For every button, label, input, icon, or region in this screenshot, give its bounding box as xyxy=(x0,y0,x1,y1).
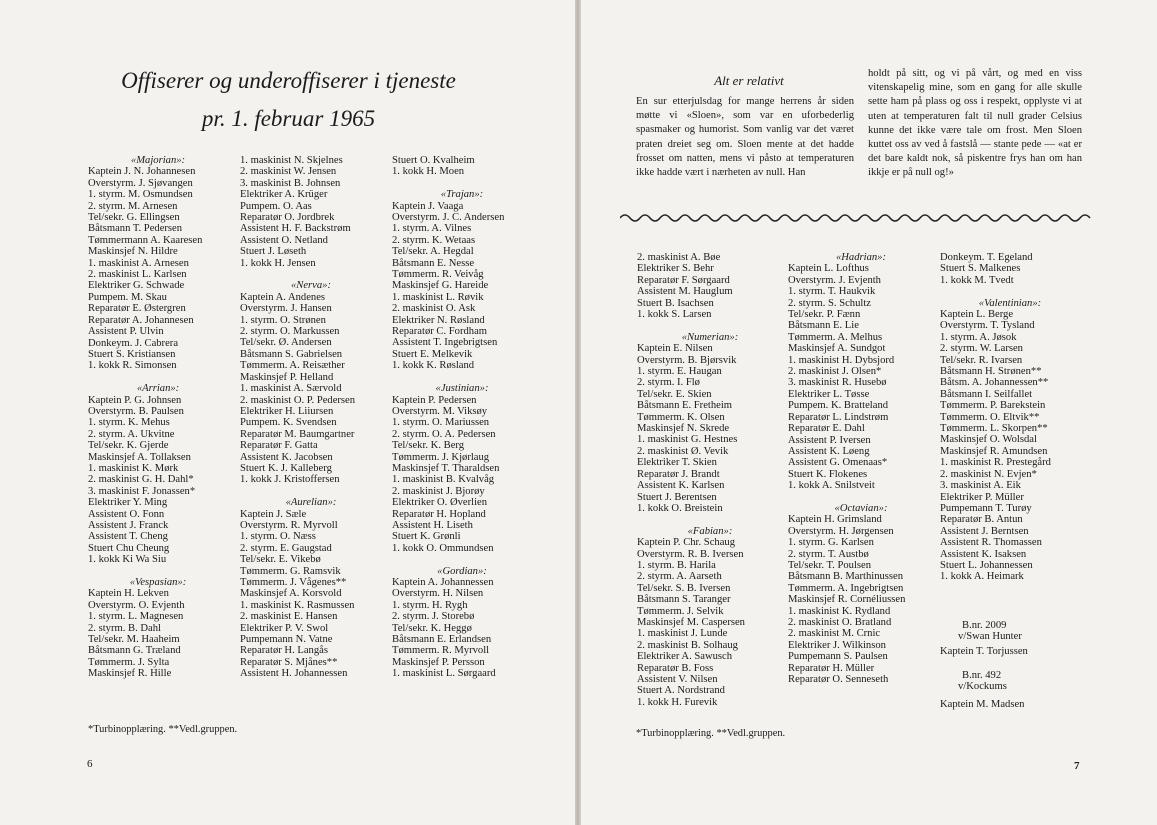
crew-entry: Reparatør H. Hopland xyxy=(392,508,486,520)
crew-entry: Maskinsjef P. Helland xyxy=(240,371,334,383)
crew-entry: Tømmerm. K. Olsen xyxy=(637,411,725,423)
crew-entry: Overstyrm. M. Viksøy xyxy=(392,405,488,417)
crew-entry: Tømmerm. P. Barekstein xyxy=(940,400,1046,412)
crew-entry: Elektriker P. Müller xyxy=(940,491,1024,503)
crew-entry: Maskinsjef A. Tollaksen xyxy=(88,451,191,463)
crew-entry: Kaptein E. Nilsen xyxy=(637,343,713,355)
crew-entry: Maskinsjef T. Tharaldsen xyxy=(392,462,500,474)
crew-entry: Tel/sekr. M. Haaheim xyxy=(88,634,180,646)
crew-entry: 2. maskinist O. Bratland xyxy=(788,616,892,628)
crew-entry: 1. styrm. E. Haugan xyxy=(637,366,722,378)
ship-heading: «Gordian»: xyxy=(437,565,487,577)
crew-entry: Maskinsjef A. Sundgot xyxy=(788,343,886,355)
crew-entry: Maskinsjef G. Hareide xyxy=(392,280,489,292)
crew-entry: 3. maskinist B. Johnsen xyxy=(240,177,341,189)
crew-entry: Tel/sekr. E. Skien xyxy=(637,388,712,400)
crew-entry: 2. styrm. B. Dahl xyxy=(88,622,161,634)
crew-entry: Stuert S. Malkenes xyxy=(940,263,1021,275)
newbuild-number: B.nr. 492 xyxy=(962,670,1002,681)
crew-entry: Assistent K. Jacobsen xyxy=(240,451,333,463)
crew-entry: 1. styrm. A. Vilnes xyxy=(392,223,472,235)
ship-heading: «Trajan»: xyxy=(440,189,484,201)
spacer xyxy=(637,320,783,331)
crew-entry: Båtsmann I. Seilfallet xyxy=(940,388,1033,400)
spacer xyxy=(788,492,934,503)
crew-entry: 1. maskinist K. Rasmussen xyxy=(240,599,355,611)
crew-list-column xyxy=(88,155,228,680)
crew-entry: 1. maskinist N. Skjelnes xyxy=(240,155,343,166)
crew-entry: 3. maskinist F. Jonassen* xyxy=(88,485,196,497)
ship-heading: «Hadrian»: xyxy=(835,252,887,263)
crew-entry: 2. styrm. J. Storebø xyxy=(392,611,475,623)
crew-entry: 2. styrm. K. Wetaas xyxy=(392,234,476,246)
crew-entry: Reparatør H. Müller xyxy=(788,662,875,674)
crew-entry: Stuert S. Kristiansen xyxy=(88,348,176,360)
crew-entry: Assistent H. Liseth xyxy=(392,519,473,531)
crew-entry: 2. maskinist M. Crnic xyxy=(788,628,881,640)
crew-entry: Assistent O. Fonn xyxy=(88,508,165,520)
crew-entry: Assistent G. Omenaas* xyxy=(788,457,888,469)
newbuild-note xyxy=(940,620,1028,657)
crew-entry: Tømmerm. J. Vågenes** xyxy=(240,577,347,588)
crew-entry: 1. styrm. O. Næss xyxy=(240,531,316,543)
crew-entry: Elektriker Y. Ming xyxy=(88,497,168,509)
crew-entry: Tømmerm. O. Eltvik** xyxy=(940,411,1040,423)
crew-entry: Assistent K. Løeng xyxy=(788,445,870,457)
crew-entry: 1. maskinist L. Røvik xyxy=(392,291,484,303)
crew-entry: Stuert J. Berentsen xyxy=(637,491,717,503)
crew-entry: Assistent K. Karlsen xyxy=(637,480,725,492)
crew-entry: Båtsmann E. Erlandsen xyxy=(392,634,492,646)
crew-entry: 3. maskinist A. Eik xyxy=(940,480,1021,492)
crew-entry: Pumpem. K. Bratteland xyxy=(788,400,889,412)
crew-entry: 1. maskinist L. Sørgaard xyxy=(392,668,496,680)
crew-entry: Elektriker S. Behr xyxy=(637,263,714,275)
crew-entry: Overstyrm. J. C. Andersen xyxy=(392,212,505,224)
crew-entry: Assistent O. Netland xyxy=(240,234,328,246)
crew-entry: Donkeym. J. Cabrera xyxy=(88,337,179,349)
crew-entry: 2. maskinist G. H. Dahl* xyxy=(88,474,194,486)
crew-entry: Reparatør L. Lindstrøm xyxy=(788,411,889,423)
crew-entry: 1. styrm. A. Jøsok xyxy=(940,331,1017,343)
crew-entry: Båtsmann B. Marthinussen xyxy=(788,571,904,583)
crew-entry: Assistent T. Ingebrigtsen xyxy=(392,337,498,349)
crew-entry: Elektriker L. Tøsse xyxy=(788,388,870,400)
newbuild-note xyxy=(940,670,1025,710)
crew-entry: Assistent P. Iversen xyxy=(788,434,871,446)
crew-entry: 1. styrm. B. Harila xyxy=(637,559,716,571)
crew-entry: Maskinsjef R. Amundsen xyxy=(940,445,1048,457)
crew-entry: Tømmerm. R. Veivåg xyxy=(392,269,484,281)
crew-entry: Reparatør E. Østergren xyxy=(88,303,186,315)
crew-entry: Tømmerm. R. Myrvoll xyxy=(392,645,490,657)
crew-entry: Maskinsjef A. Korsvold xyxy=(240,588,342,600)
crew-entry: Tel/sekr. S. B. Iversen xyxy=(637,582,731,594)
crew-entry: Stuert L. Johannessen xyxy=(940,559,1033,571)
crew-entry: Maskinsjef R. Hille xyxy=(88,668,172,680)
footnote: *Turbinopplæring. **Vedl.gruppen. xyxy=(636,728,786,739)
crew-entry: Reparatør F. Gatta xyxy=(240,440,318,452)
newbuild-captain: Kaptein T. Torjussen xyxy=(940,645,1028,657)
crew-entry: Stuert A. Nordstrand xyxy=(637,685,725,697)
crew-entry: Assistent P. Ulvin xyxy=(88,326,164,338)
crew-entry: 2. maskinist L. Karlsen xyxy=(88,269,187,281)
crew-entry: Elektriker H. Liiursen xyxy=(240,405,334,417)
crew-list-column xyxy=(637,252,783,708)
crew-entry: Kaptein A. Andenes xyxy=(240,291,326,303)
crew-entry: Båtsmann T. Pedersen xyxy=(88,223,183,235)
crew-entry: 2. styrm. E. Gaugstad xyxy=(240,542,332,554)
crew-entry: Reparatør S. Mjånes** xyxy=(240,656,338,668)
spacer xyxy=(637,514,783,525)
crew-entry: 1. kokk M. Tvedt xyxy=(940,274,1014,286)
crew-entry: Reparatør O. Jordbrek xyxy=(240,212,335,224)
crew-entry: Kaptein L. Lofthus xyxy=(788,263,869,275)
crew-entry: Elektriker T. Skien xyxy=(637,457,717,469)
crew-entry: Tømmerm. J. Selvik xyxy=(637,605,724,617)
crew-entry: 2. styrm. A. Ukvitne xyxy=(88,428,175,440)
wave-divider xyxy=(620,212,1095,224)
crew-entry: Båtsm. A. Johannessen** xyxy=(940,377,1049,389)
crew-entry: 2. styrm. O. Markussen xyxy=(240,326,340,338)
crew-entry: Reparatør J. Brandt xyxy=(637,468,720,480)
crew-entry: Reparatør H. Langås xyxy=(240,645,328,657)
crew-entry: Stuert Chu Cheung xyxy=(88,542,170,554)
crew-entry: 1. kokk A. Snilstveit xyxy=(788,480,875,492)
crew-entry: 2. maskinist N. Evjen* xyxy=(940,468,1037,480)
footnote: *Turbinopplæring. **Vedl.gruppen. xyxy=(88,724,238,735)
crew-entry: 2. styrm. S. Schultz xyxy=(788,297,871,309)
crew-entry: Elektriker N. Røsland xyxy=(392,314,485,326)
page-number: 6 xyxy=(87,758,93,770)
crew-entry: 2. maskinist Ø. Vevik xyxy=(637,445,729,457)
crew-entry: Stuert J. Løseth xyxy=(240,246,307,258)
crew-entry: Båtsmann H. Strønen** xyxy=(940,366,1042,378)
page-title: Offiserer og underoffiserer i tjeneste xyxy=(121,68,456,93)
ship-heading: «Majorian»: xyxy=(130,155,186,166)
crew-entry: 1. maskinist A. Særvold xyxy=(240,383,342,395)
crew-entry: Assistent K. Isaksen xyxy=(940,548,1027,560)
crew-entry: Kaptein P. Chr. Schaug xyxy=(637,537,735,549)
crew-entry: Kaptein J. Vaaga xyxy=(392,200,464,212)
crew-entry: 2. styrm. I. Flø xyxy=(637,377,700,389)
crew-entry: 1. kokk R. Simonsen xyxy=(88,360,177,372)
crew-entry: Overstyrm. J. Hansen xyxy=(240,303,332,315)
crew-entry: Assistent H. F. Backstrøm xyxy=(240,223,351,235)
story-text: holdt på sitt, og vi på vårt, og med en viss vitenskapelig mine, som en gang for alle skulle sette ham på plass og oss i respekt, opplyste vi at uten at temperaturen falt til null grader Celsius kunne det ikke være tale om frost. Men Sloen kuttet oss av ved å fastslå — stante pede — «at er det bare kaldt nok, så piskentre frys han om han ikkje er på null og!» xyxy=(868,68,1082,179)
crew-entry: 2. styrm. A. Aarseth xyxy=(637,571,722,583)
crew-entry: Overstyrm. O. Evjenth xyxy=(88,599,185,611)
newbuild-yard: v/Kockums xyxy=(958,681,1007,693)
crew-entry: Pumpemann T. Turøy xyxy=(940,502,1032,514)
spacer xyxy=(392,372,532,383)
spacer xyxy=(240,269,382,280)
crew-entry: 1. styrm. H. Rygh xyxy=(392,599,468,611)
crew-entry: Assistent R. Thomassen xyxy=(940,537,1042,549)
crew-entry: Overstyrm. R. Myrvoll xyxy=(240,519,338,531)
crew-list-column xyxy=(940,252,1080,583)
crew-entry: Reparatør A. Johannesen xyxy=(88,314,194,326)
crew-entry: Assistent T. Cheng xyxy=(88,531,168,543)
crew-entry: Stuert K. Grønli xyxy=(392,531,461,543)
crew-entry: Reparatør F. Sørgaard xyxy=(637,274,730,286)
crew-entry: 2. maskinist A. Bøe xyxy=(637,252,721,263)
crew-entry: Tømmerm. J. Sylta xyxy=(88,656,170,668)
ship-heading: «Justinian»: xyxy=(435,383,489,395)
crew-entry: 1. styrm. L. Magnesen xyxy=(88,611,184,623)
crew-entry: 1. styrm. K. Mehus xyxy=(88,417,170,429)
crew-entry: 1. kokk A. Heimark xyxy=(940,571,1024,583)
crew-entry: Pumpem. K. Svendsen xyxy=(240,417,337,429)
crew-entry: Stuert B. Isachsen xyxy=(637,297,714,309)
crew-entry: Reparatør O. Senneseth xyxy=(788,674,889,686)
crew-entry: Reparatør E. Dahl xyxy=(788,423,865,435)
ship-heading: «Vespasian»: xyxy=(129,577,187,588)
crew-entry: Tel/sekr. R. Ivarsen xyxy=(940,354,1023,366)
crew-entry: Stuert E. Melkevik xyxy=(392,348,473,360)
crew-entry: 1. maskinist R. Prestegård xyxy=(940,457,1051,469)
crew-entry: Overstyrm. H. Jørgensen xyxy=(788,525,894,537)
crew-entry: Tømmerm. J. Kjørlaug xyxy=(392,451,490,463)
crew-entry: Tømmerm. A. Melhus xyxy=(788,331,883,343)
crew-entry: Pumpem. M. Skau xyxy=(88,291,167,303)
crew-entry: Assistent V. Nilsen xyxy=(637,674,718,685)
crew-entry: 2. styrm. M. Arnesen xyxy=(88,200,178,212)
newbuild-yard: v/Swan Hunter xyxy=(958,631,1022,643)
crew-entry: 1. kokk O. Ommundsen xyxy=(392,542,494,554)
crew-entry: 2. styrm. W. Larsen xyxy=(940,343,1023,355)
crew-entry: Kaptein H. Grimsland xyxy=(788,514,882,526)
crew-entry: Båtsmann S. Gabrielsen xyxy=(240,348,343,360)
crew-entry: Overstyrm. R. B. Iversen xyxy=(637,548,744,560)
ship-heading: «Octavian»: xyxy=(834,502,888,514)
crew-entry: 1. kokk O. Breistein xyxy=(637,502,723,514)
spacer xyxy=(88,372,228,383)
crew-entry: 2. maskinist O. Ask xyxy=(392,303,476,315)
crew-entry: Tel/sekr. G. Ellingsen xyxy=(88,212,180,224)
crew-entry: Overstyrm. J. Sjøvangen xyxy=(88,177,193,189)
crew-entry: 1. styrm. O. Strønen xyxy=(240,314,326,326)
crew-entry: Tømmerm. A. Reisæther xyxy=(240,360,345,372)
crew-entry: Båtsmann E. Fretheim xyxy=(637,400,733,412)
crew-entry: Kaptein P. G. Johnsen xyxy=(88,394,182,406)
crew-entry: Tel/sekr. T. Poulsen xyxy=(788,559,872,571)
crew-entry: Tel/sekr. E. Vikebø xyxy=(240,554,321,566)
crew-list-column xyxy=(392,155,532,680)
crew-entry: Elektriker G. Schwade xyxy=(88,280,185,292)
crew-entry: Elektriker O. Øverlien xyxy=(392,497,488,509)
ship-heading: «Numerian»: xyxy=(681,331,739,343)
spacer xyxy=(392,178,532,189)
crew-entry: Pumpem. O. Aas xyxy=(240,200,312,212)
crew-entry: Tel/sekr. K. Gjerde xyxy=(88,440,169,452)
crew-entry: Tømmerm. A. Ingebrigtsen xyxy=(788,582,904,594)
crew-entry: Kaptein J. Sæle xyxy=(240,508,307,520)
spacer xyxy=(88,566,228,577)
crew-entry: 2. maskinist B. Solhaug xyxy=(637,639,738,651)
crew-entry: Tel/sekr. A. Hegdal xyxy=(392,246,474,258)
crew-entry: 2. maskinist W. Jensen xyxy=(240,166,337,178)
crew-entry: Pumpemann S. Paulsen xyxy=(788,651,888,663)
crew-entry: Tømmerm. G. Ramsvik xyxy=(240,565,341,577)
crew-entry: Overstyrm. B. Paulsen xyxy=(88,405,184,417)
crew-entry: Båtsmann E. Nesse xyxy=(392,257,475,269)
crew-entry: Reparatør M. Baumgartner xyxy=(240,428,355,440)
crew-entry: Båtsmann S. Taranger xyxy=(637,594,731,606)
crew-entry: 1. maskinist G. Hestnes xyxy=(637,434,738,446)
crew-entry: 1. kokk K. Røsland xyxy=(392,360,475,372)
crew-entry: Maskinsjef M. Caspersen xyxy=(637,616,745,628)
story-title: Alt er relativt xyxy=(714,73,784,88)
crew-entry: 1. kokk H. Moen xyxy=(392,166,465,178)
ship-heading: «Aurelian»: xyxy=(285,497,337,509)
crew-entry: 1. styrm. T. Haukvik xyxy=(788,286,876,298)
crew-list-column xyxy=(788,252,934,685)
crew-entry: Assistent J. Franck xyxy=(88,519,169,531)
crew-entry: Tømmerm. L. Skorpen** xyxy=(940,423,1048,435)
crew-entry: 1. styrm. O. Mariussen xyxy=(392,417,490,429)
crew-entry: Reparatør B. Foss xyxy=(637,662,714,674)
crew-entry: Tømmermann A. Kaaresen xyxy=(88,234,203,246)
ship-heading: «Nerva»: xyxy=(290,280,331,292)
crew-entry: 1. kokk J. Kristoffersen xyxy=(240,474,340,486)
crew-entry: Elektriker P. V. Swol xyxy=(240,622,329,634)
crew-entry: Tel/sekr. Ø. Andersen xyxy=(240,337,332,349)
crew-entry: Pumpemann N. Vatne xyxy=(240,634,333,646)
crew-entry: 1. maskinist K. Rydland xyxy=(788,605,891,617)
crew-entry: Elektriker A. Sawusch xyxy=(637,651,733,663)
crew-entry: Maskinsjef N. Skrede xyxy=(637,423,730,435)
crew-entry: Maskinsjef P. Persson xyxy=(392,656,485,668)
crew-entry: Stuert O. Kvalheim xyxy=(392,155,475,166)
crew-entry: Assistent J. Berntsen xyxy=(940,525,1029,537)
crew-entry: Kaptein A. Johannessen xyxy=(392,576,494,588)
crew-entry: Assistent H. Johannessen xyxy=(240,668,348,680)
crew-entry: Elektriker A. Krüger xyxy=(240,189,328,201)
crew-entry: Overstyrm. B. Bjørsvik xyxy=(637,354,737,366)
crew-entry: Kaptein H. Lekven xyxy=(88,588,169,600)
ship-heading: «Fabian»: xyxy=(687,525,733,537)
crew-entry: 1. styrm. G. Karlsen xyxy=(788,537,874,549)
crew-entry: 1. kokk S. Larsen xyxy=(637,309,712,321)
crew-list-column xyxy=(240,155,382,680)
crew-entry: 1. maskinist J. Lunde xyxy=(637,628,728,640)
crew-entry: Overstyrm. H. Nilsen xyxy=(392,588,484,600)
spacer xyxy=(392,554,532,565)
spacer xyxy=(240,486,382,497)
crew-entry: 1. kokk H. Furevik xyxy=(637,696,718,708)
crew-entry: Assistent M. Hauglum xyxy=(637,286,733,298)
crew-entry: Overstyrm. J. Evjenth xyxy=(788,274,881,286)
crew-entry: Kaptein L. Berge xyxy=(940,309,1014,321)
crew-entry: Kaptein P. Pedersen xyxy=(392,394,477,406)
ship-heading: «Valentinian»: xyxy=(978,297,1042,309)
crew-entry: 1. kokk H. Jensen xyxy=(240,257,316,269)
crew-entry: 1. maskinist A. Arnesen xyxy=(88,257,189,269)
newbuild-captain: Kaptein M. Madsen xyxy=(940,698,1025,710)
crew-entry: Reparatør B. Antun xyxy=(940,514,1023,526)
crew-entry: Maskinsjef N. Hildre xyxy=(88,246,178,258)
crew-entry: 1. kokk Ki Wa Siu xyxy=(88,554,167,566)
crew-entry: Elektriker J. Wilkinson xyxy=(788,639,886,651)
ship-heading: «Arrian»: xyxy=(136,383,180,395)
crew-entry: Maskinsjef R. Cornéliussen xyxy=(788,594,906,606)
crew-entry: Tel/sekr. K. Heggø xyxy=(392,622,472,634)
page-number: 7 xyxy=(1074,760,1080,772)
crew-entry: 2. maskinist O. P. Pedersen xyxy=(240,394,356,406)
crew-entry: Maskinsjef O. Wolsdal xyxy=(940,434,1037,446)
crew-entry: Stuert K. J. Kalleberg xyxy=(240,462,332,474)
crew-entry: Tel/sekr. K. Berg xyxy=(392,440,465,452)
newbuild-number: B.nr. 2009 xyxy=(962,620,1007,631)
crew-entry: 1. maskinist H. Dybsjord xyxy=(788,354,895,366)
crew-entry: 2. maskinist J. Bjorøy xyxy=(392,485,485,497)
story-text: En sur etterjulsdag for mange herrens år siden møtte vi «Sloen», som var en uforbederlig spasmaker og humorist. Som vanlig var det været praten dreiet seg om. Sloen mente at det hadde frosset om natten, mens vi påsto at temperaturen ikke hadde vært i nærheten av null. Han xyxy=(636,96,854,179)
spacer xyxy=(940,286,1080,297)
crew-entry: 1. styrm. M. Osmundsen xyxy=(88,189,193,201)
crew-entry: 2. styrm. O. A. Pedersen xyxy=(392,428,496,440)
crew-entry: 3. maskinist R. Husebø xyxy=(788,377,887,389)
page-subtitle: pr. 1. februar 1965 xyxy=(201,106,376,131)
crew-entry: 1. maskinist K. Mørk xyxy=(88,462,179,474)
crew-entry: Stuert K. Flokenes xyxy=(788,468,868,480)
crew-entry: Tel/sekr. P. Fænn xyxy=(788,309,861,321)
crew-entry: Overstyrm. T. Tysland xyxy=(940,320,1035,332)
crew-entry: Donkeym. T. Egeland xyxy=(940,252,1033,263)
crew-entry: 1. maskinist B. Kvalvåg xyxy=(392,474,495,486)
crew-entry: 2. styrm. T. Austbø xyxy=(788,548,869,560)
crew-entry: 2. maskinist J. Olsen* xyxy=(788,366,882,378)
crew-entry: Kaptein J. N. Johannesen xyxy=(88,166,196,178)
crew-entry: Reparatør C. Fordham xyxy=(392,326,488,338)
crew-entry: Båtsmann G. Træland xyxy=(88,645,181,657)
crew-entry: 2. maskinist E. Hansen xyxy=(240,611,338,623)
crew-entry: Båtsmann E. Lie xyxy=(788,320,859,332)
